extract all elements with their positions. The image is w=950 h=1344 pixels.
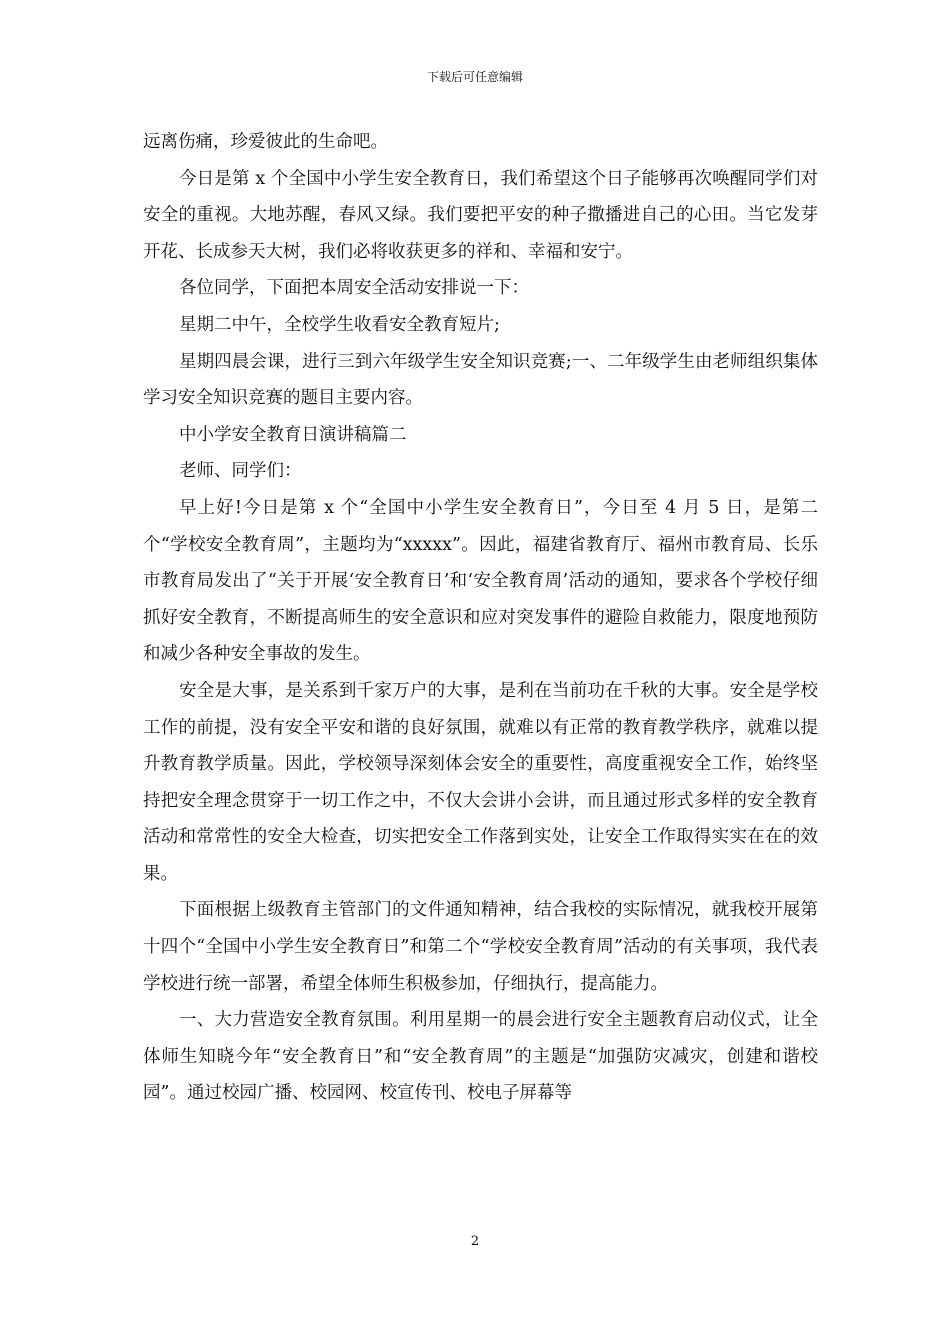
section-title: 中小学安全教育日演讲稿篇二 — [179, 424, 407, 445]
paragraph: 早上好!今日是第 x 个“全国中小学生安全教育日”，今日至 4 月 5 日，是第二个“学校安全教育周”，主题均为“xxxxx”。因此，福建省教育厅、福州市教育局、长乐市教育局发出了“关于开展‘安全教育日’和‘安全教育周’活动的通知，要求各个学校仔细抓好安全教育，不断提高师生的安全意识和应对突发事件的避险自救能力，限度地预防和减少各种安全事故的发生。 — [143, 497, 818, 665]
paragraph: 今日是第 x 个全国中小学生安全教育日，我们希望这个日子能够再次唤醒同学们对安全的重视。大地苏醒，春风又绿。我们要把平安的种子撒播进自己的心田。当它发芽开花、长成参天大树，我们必将收获更多的祥和、幸福和安宁。 — [143, 168, 818, 262]
document-body — [143, 124, 818, 1112]
paragraph: 各位同学，下面把本周安全活动安排说一下： — [179, 278, 529, 299]
salutation: 老师、同学们： — [179, 461, 302, 482]
paragraph: 远离伤痛，珍爱彼此的生命吧。 — [143, 132, 388, 152]
paragraph: 一、大力营造安全教育氛围。利用星期一的晨会进行安全主题教育启动仪式，让全体师生知晓今年“安全教育日”和“安全教育周”的主题是“加强防灾减灾，创建和谐校园”。通过校园广播、校园网、校宣传刊、校电子屏幕等 — [143, 1010, 818, 1104]
page-number: 2 — [470, 1234, 480, 1249]
page-header: 下载后可任意编辑 — [426, 70, 523, 84]
paragraph: 星期二中午，全校学生收看安全教育短片; — [179, 314, 500, 335]
paragraph: 安全是大事，是关系到千家万户的大事，是利在当前功在千秋的大事。安全是学校工作的前提，没有安全平安和谐的良好氛围，就难以有正常的教育教学秩序，就难以提升教育教学质量。因此，学校领导深刻体会安全的重要性，高度重视安全工作，始终坚持把安全理念贯穿于一切工作之中，不仅大会讲小会讲，而且通过形式多样的安全教育活动和常常性的安全大检查，切实把安全工作落到实处，让安全工作取得实实在在的效果。 — [143, 680, 818, 884]
paragraph: 下面根据上级教育主管部门的文件通知精神，结合我校的实际情况，就我校开展第十四个“全国中小学生安全教育日”和第二个“学校安全教育周”活动的有关事项，我代表学校进行统一部署，希望全体师生积极参加，仔细执行，提高能力。 — [143, 900, 818, 994]
paragraph: 星期四晨会课，进行三到六年级学生安全知识竞赛;一、二年级学生由老师组织集体学习安全知识竞赛的题目主要内容。 — [143, 351, 818, 409]
